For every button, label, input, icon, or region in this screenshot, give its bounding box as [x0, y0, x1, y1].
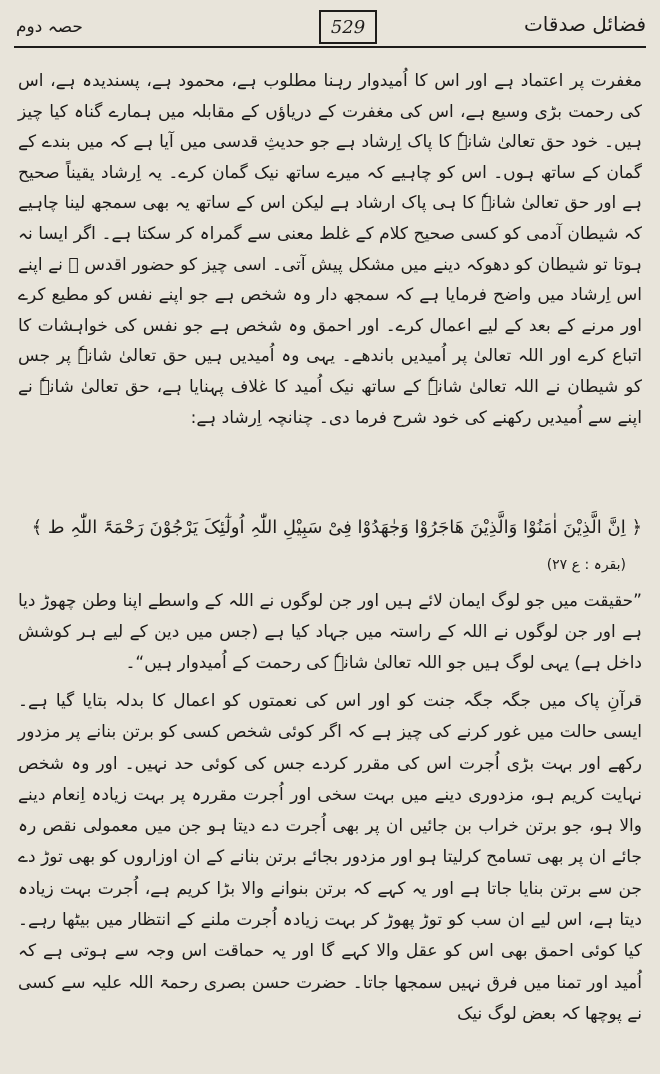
verse-translation: ”حقیقت میں جو لوگ ایمان لائے ہیں اور جن لوگوں نے اللہ کے واسطے اپنا وطن چھوڑ دیا ہے اور جن لوگوں نے اللہ کے راستہ میں جہاد کیا ہے (جس میں دین کے لیے ہر کوشش داخل ہے) یہی لوگ ہیں جو اللہ تعالیٰ شانہٗ کی رحمت کے اُمیدوار ہیں“۔	[18, 591, 642, 673]
page-number: 529	[319, 10, 377, 44]
section-label: حصہ دوم	[16, 17, 83, 37]
verse-text: ﴿ اِنَّ الَّذِیْنَ اٰمَنُوْا وَالَّذِیْنَ ھَاجَرُوْا وَجٰھَدُوْا فِیْ سَبِیْلِ اللّٰہِ اُولٰٓئِکَ یَرْجُوْنَ رَحْمَۃَ اللّٰہِ ط ﴾	[31, 517, 642, 538]
paragraph-text: مغفرت پر اعتماد ہے اور اس کا اُمیدوار رہنا مطلوب ہے، محمود ہے، پسندیدہ ہے، اس کی رحمت بڑی وسیع ہے، اس کی مغفرت کے دریاؤں کے مقابلہ میں ہمارے گناہ کیا چیز ہیں۔ خود حق تعالیٰ شانہٗ کا پاک اِرشاد ہے جو حدیثِ قدسی میں آیا ہے کہ میں بندے کے گمان کے ساتھ ہوں۔ اس کو چاہیے کہ میرے ساتھ نیک گمان کرے۔ یہ اِرشاد یقیناً صحیح ہے اور حق تعالیٰ شانہٗ کا ہی پاک ارشاد ہے لیکن اس کے ساتھ یہ بھی سمجھ لینا چاہیے کہ شیطان آدمی کو کسی صحیح کلام کے غلط معنی سے گمراہ کر سکتا ہے۔ اگر ایسا نہ ہوتا تو شیطان کو دھوکہ دینے میں مشکل پیش آتی۔ اسی چیز کو حضور اقدس ﷺ نے اپنے اس اِرشاد میں واضح فرمایا ہے کہ سمجھ دار وہ شخص ہے جو اپنے نفس کو مطیع کرے اور مرنے کے بعد کے لیے اعمال کرے۔ اور احمق وہ شخص ہے جو نفس کی خواہشات کا اتباع کرے اور اللہ تعالیٰ پر اُمیدیں باندھے۔ یہی وہ اُمیدیں ہیں حق تعالیٰ شانہٗ پر جس کو شیطان نے اللہ تعالیٰ شانہٗ کے ساتھ نیک اُمید کا غلاف پہنایا ہے، حق تعالیٰ شانہٗ نے اپنے سے اُمیدیں رکھنے کی خود شرح فرما دی۔ چنانچہ اِرشاد ہے:	[18, 71, 642, 428]
body-paragraph-2: قرآنِ پاک میں جگہ جگہ جنت کو اور اس کی نعمتوں کو اعمال کا بدلہ بتایا گیا ہے۔ ایسی حالت میں غور کرنے کی چیز ہے کہ اگر کوئی شخص کسی کو برتن بنانے پر مزدور رکھے اور بہت بڑی اُجرت اس کی مقرر کردے جس کی کوئی حد نہیں۔ اور وہ شخص نہایت کریم ہو، مزدوری دینے میں بہت سخی اور اُجرت مقررہ پر بہت زیادہ اِنعام دینے والا ہو، جو برتن خراب بن جائیں ان پر بھی اُجرت دے دیتا ہو جن میں معمولی نقص رہ جائے ان پر بھی تسامح کرلیتا ہو اور مزدور بجائے برتن بنانے کے ان اوزاروں کو بھی توڑ دے جن سے برتن بنایا جاتا ہے اور یہ کہے کہ برتن بنوانے والا بڑا کریم ہے، اُجرت بہت زیادہ دیتا ہے، اس لیے ان سب کو توڑ پھوڑ کر بہت زیادہ اُجرت ملنے کے انتظار میں بیٹھا رہے۔ کیا کوئی احمق بھی اس کو عقل والا کہے گا اور یہ حماقت اس وجہ سے ہوتی ہے کہ اُمید اور تمنا میں فرق نہیں سمجھا جاتا۔ حضرت حسن بصری رحمۃ اللہ علیہ سے کسی نے پوچھا کہ بعض لوگ نیک	[18, 691, 642, 1024]
page-header	[14, 8, 646, 52]
book-title: فضائل صدقات	[523, 12, 646, 36]
verse-reference: (بقرہ : ع ۲۷)	[546, 557, 626, 573]
quran-verse	[18, 510, 642, 583]
header-rule	[14, 46, 646, 48]
body-paragraph-1	[18, 66, 642, 433]
